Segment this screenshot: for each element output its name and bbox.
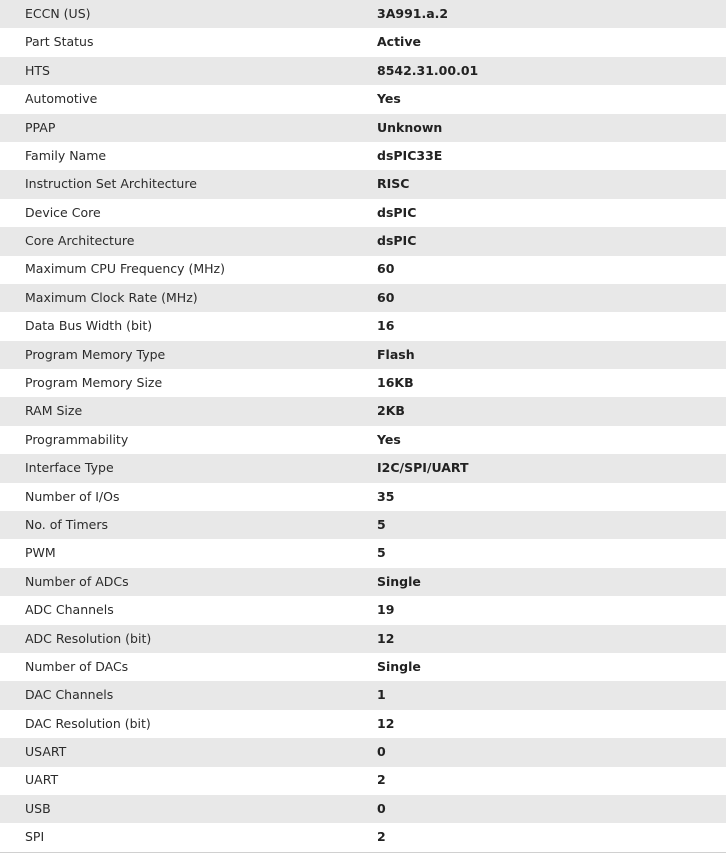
- spec-value: 2KB: [352, 397, 726, 425]
- spec-value: Unknown: [352, 114, 726, 142]
- table-row: [0, 681, 726, 709]
- spec-label: DAC Channels: [0, 681, 352, 709]
- spec-label: RAM Size: [0, 397, 352, 425]
- spec-label: Number of I/Os: [0, 483, 352, 511]
- spec-label: PWM: [0, 539, 352, 567]
- spec-value: Yes: [352, 426, 726, 454]
- table-row: [0, 767, 726, 795]
- spec-label: UART: [0, 767, 352, 795]
- spec-label: ECCN (US): [0, 0, 352, 28]
- table-row: [0, 312, 726, 340]
- table-row: [0, 341, 726, 369]
- table-row: [0, 199, 726, 227]
- spec-value: 60: [352, 284, 726, 312]
- spec-value: 3A991.a.2: [352, 0, 726, 28]
- spec-value: I2C/SPI/UART: [352, 454, 726, 482]
- table-row: [0, 85, 726, 113]
- spec-label: Core Architecture: [0, 227, 352, 255]
- spec-label: Part Status: [0, 28, 352, 56]
- spec-label: Family Name: [0, 142, 352, 170]
- table-row: [0, 114, 726, 142]
- table-row: [0, 227, 726, 255]
- spec-value: Active: [352, 28, 726, 56]
- table-row: [0, 454, 726, 482]
- spec-value: Single: [352, 568, 726, 596]
- table-row: [0, 596, 726, 624]
- table-row: [0, 568, 726, 596]
- spec-label: Number of ADCs: [0, 568, 352, 596]
- spec-value: 8542.31.00.01: [352, 57, 726, 85]
- spec-value: 35: [352, 483, 726, 511]
- spec-label: USB: [0, 795, 352, 823]
- spec-value: 16: [352, 312, 726, 340]
- table-row: [0, 284, 726, 312]
- spec-value: Yes: [352, 85, 726, 113]
- table-row: [0, 170, 726, 198]
- spec-label: ADC Resolution (bit): [0, 625, 352, 653]
- spec-label: USART: [0, 738, 352, 766]
- table-row: [0, 795, 726, 823]
- table-row: [0, 57, 726, 85]
- spec-label: Program Memory Type: [0, 341, 352, 369]
- spec-value: 1: [352, 681, 726, 709]
- spec-value: 12: [352, 625, 726, 653]
- spec-label: PPAP: [0, 114, 352, 142]
- spec-value: 19: [352, 596, 726, 624]
- spec-label: Instruction Set Architecture: [0, 170, 352, 198]
- table-row: [0, 142, 726, 170]
- table-row: [0, 256, 726, 284]
- table-row: [0, 653, 726, 681]
- spec-value: dsPIC: [352, 199, 726, 227]
- spec-label: No. of Timers: [0, 511, 352, 539]
- spec-value: Single: [352, 653, 726, 681]
- spec-label: Program Memory Size: [0, 369, 352, 397]
- table-row: [0, 625, 726, 653]
- spec-value: dsPIC: [352, 227, 726, 255]
- spec-label: Programmability: [0, 426, 352, 454]
- spec-label: Automotive: [0, 85, 352, 113]
- table-row: [0, 0, 726, 28]
- spec-label: Data Bus Width (bit): [0, 312, 352, 340]
- table-row: [0, 28, 726, 56]
- spec-value: 0: [352, 738, 726, 766]
- spec-label: SPI: [0, 823, 352, 851]
- spec-label: HTS: [0, 57, 352, 85]
- table-row: [0, 710, 726, 738]
- spec-label: DAC Resolution (bit): [0, 710, 352, 738]
- spec-value: Flash: [352, 341, 726, 369]
- spec-value: 5: [352, 511, 726, 539]
- spec-value: 16KB: [352, 369, 726, 397]
- spec-label: Number of DACs: [0, 653, 352, 681]
- spec-value: 0: [352, 795, 726, 823]
- table-row: [0, 369, 726, 397]
- table-row: [0, 483, 726, 511]
- spec-label: ADC Channels: [0, 596, 352, 624]
- table-row: [0, 823, 726, 851]
- table-row: [0, 738, 726, 766]
- spec-value: 60: [352, 256, 726, 284]
- spec-label: Interface Type: [0, 454, 352, 482]
- spec-value: RISC: [352, 170, 726, 198]
- spec-value: 2: [352, 767, 726, 795]
- table-row: [0, 426, 726, 454]
- spec-label: Maximum CPU Frequency (MHz): [0, 256, 352, 284]
- table-row: [0, 397, 726, 425]
- table-row: [0, 511, 726, 539]
- spec-value: 5: [352, 539, 726, 567]
- spec-value: dsPIC33E: [352, 142, 726, 170]
- table-row: [0, 539, 726, 567]
- spec-label: Maximum Clock Rate (MHz): [0, 284, 352, 312]
- spec-value: 2: [352, 823, 726, 851]
- spec-value: 12: [352, 710, 726, 738]
- spec-label: Device Core: [0, 199, 352, 227]
